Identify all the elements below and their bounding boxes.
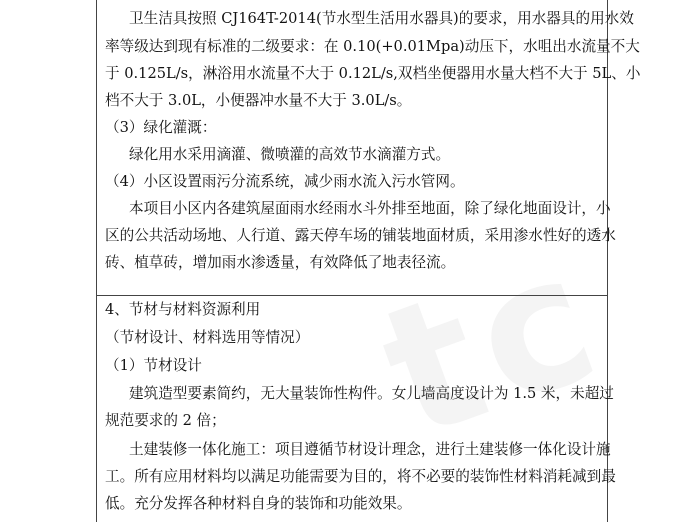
construction-line-1: 土建装修一体化施工：项目遵循节材设计理念，进行土建装修一体化设计施 <box>129 441 611 458</box>
rain-line-2: 区的公共活动场地、人行道、露天停车场的铺装地面材质，采用渗水性好的透水 <box>105 227 616 244</box>
fixtures-line-2: 率等级达到现有标准的二级要求：在 0.10(+0.01Mpa)动压下，水咀出水流量不大 <box>105 38 640 55</box>
construction-line-3: 低。充分发挥各种材料自身的装饰和功能效果。 <box>105 495 412 512</box>
section-subtitle: （节材设计、材料选用等情况） <box>105 329 310 346</box>
item1-heading: （1）节材设计 <box>105 357 202 374</box>
section-title: 4、节材与材料资源利用 <box>105 301 261 318</box>
fixtures-line-1: 卫生洁具按照 CJ164T-2014(节水型生活用水器具)的要求，用水器具的用水效 <box>129 10 634 27</box>
item4-heading: （4）小区设置雨污分流系统，减少雨水流入污水管网。 <box>105 173 465 190</box>
rain-line-3: 砖、植草砖，增加雨水渗透量，有效降低了地表径流。 <box>105 254 456 271</box>
item3-text: 绿化用水采用滴灌、微喷灌的高效节水滴灌方式。 <box>129 146 451 163</box>
rain-line-1: 本项目小区内各建筑屋面雨水经雨水斗外排至地面，除了绿化地面设计，小 <box>129 200 611 217</box>
design-line-2: 规范要求的 2 倍； <box>105 412 226 429</box>
table-row-divider <box>97 295 607 296</box>
design-line-1: 建筑造型要素简约，无大量装饰性构件。女儿墙高度设计为 1.5 米，未超过 <box>129 385 614 402</box>
construction-line-2: 工。所有应用材料均以满足功能需要为目的，将不必要的装饰性材料消耗减到最 <box>105 468 616 485</box>
fixtures-line-3: 于 0.125L/s，淋浴用水流量不大于 0.12L/s,双档坐便器用水量大档不大于 5L、小 <box>105 65 641 82</box>
item3-heading: （3）绿化灌溉： <box>105 119 217 136</box>
document-table <box>96 0 641 522</box>
fixtures-line-4: 档不大于 3.0L，小便器冲水量不大于 3.0L/s。 <box>105 92 412 109</box>
